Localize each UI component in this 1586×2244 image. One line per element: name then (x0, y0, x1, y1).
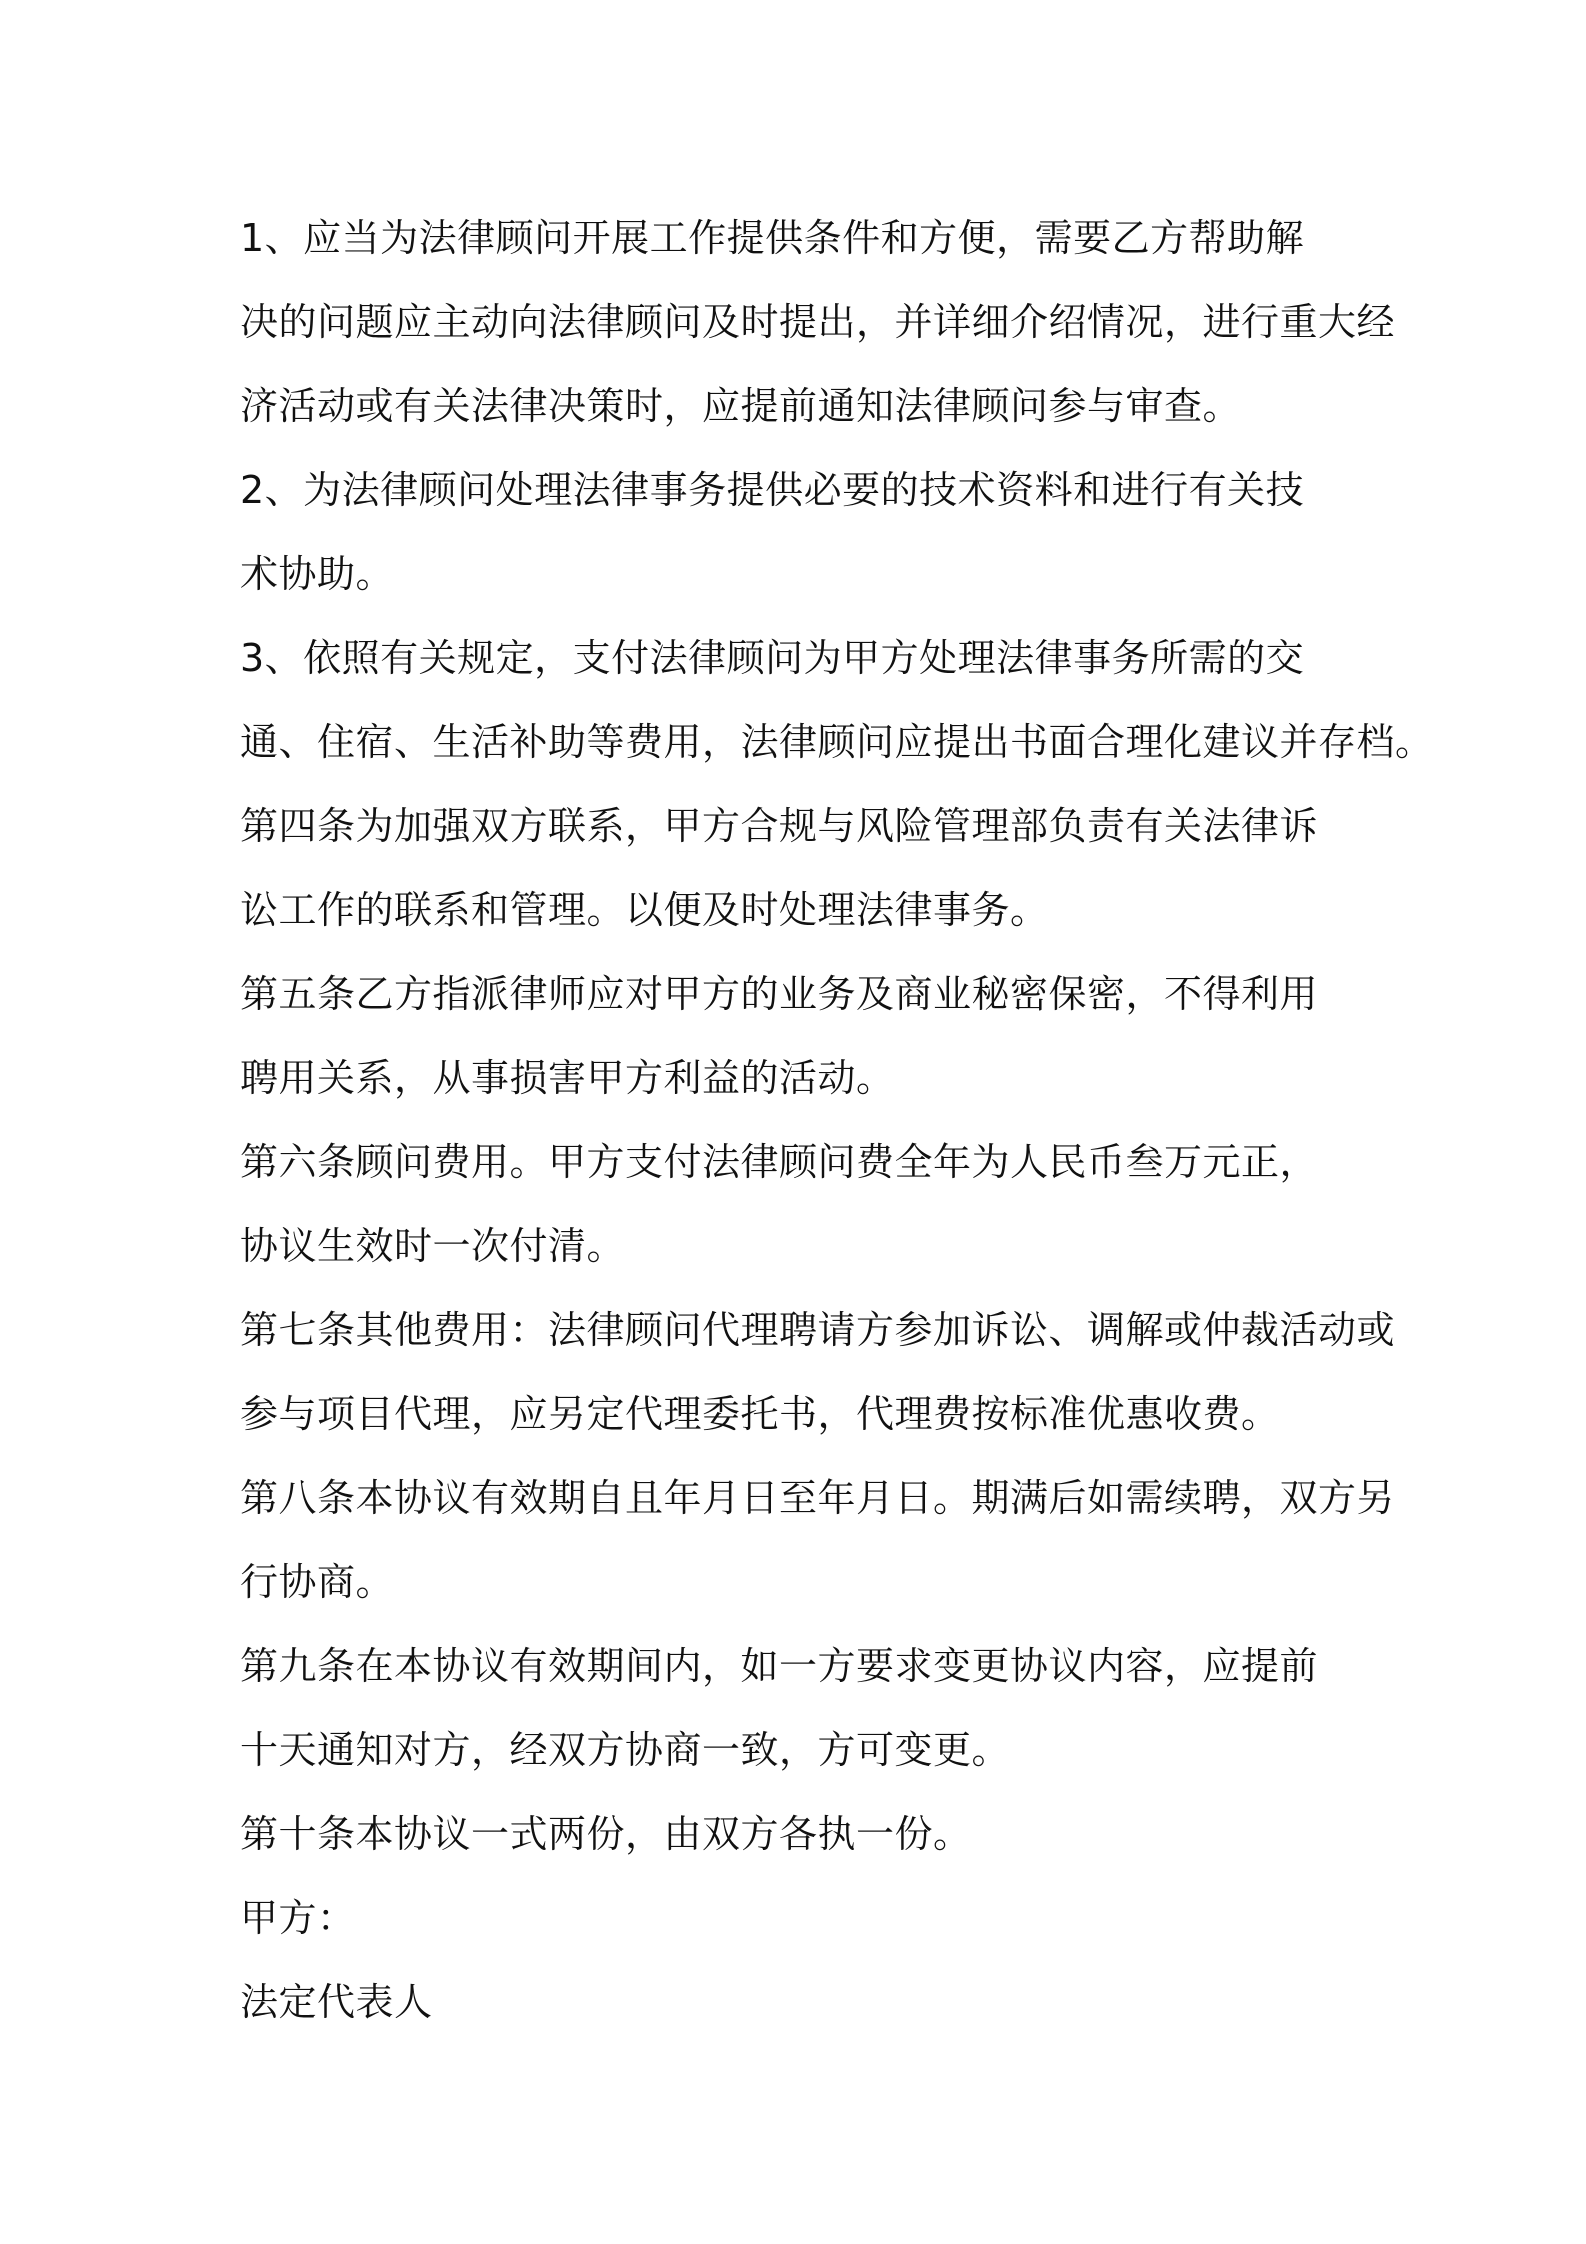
text-line: 第十条本协议一式两份，由双方各执一份。 (240, 1812, 972, 1856)
document-body (240, 196, 1440, 2044)
text-line: 1、应当为法律顾问开展工作提供条件和方便，需要乙方帮助解 (240, 216, 1305, 260)
text-line: 2、为法律顾问处理法律事务提供必要的技术资料和进行有关技 (240, 468, 1305, 512)
text-line: 讼工作的联系和管理。以便及时处理法律事务。 (240, 888, 1049, 932)
text-line: 协议生效时一次付清。 (240, 1224, 626, 1268)
text-line: 聘用关系，从事损害甲方利益的活动。 (240, 1056, 895, 1100)
text-line: 第五条乙方指派律师应对甲方的业务及商业秘密保密，不得利用 (240, 972, 1319, 1016)
text-line: 通、住宿、生活补助等费用，法律顾问应提出书面合理化建议并存档。 (240, 720, 1434, 764)
text-line: 第九条在本协议有效期间内，如一方要求变更协议内容，应提前 (240, 1644, 1319, 1688)
text-line: 第四条为加强双方联系，甲方合规与风险管理部负责有关法律诉 (240, 804, 1319, 848)
text-line: 术协助。 (240, 552, 395, 596)
text-line: 济活动或有关法律决策时，应提前通知法律顾问参与审查。 (240, 384, 1242, 428)
text-line: 十天通知对方，经双方协商一致，方可变更。 (240, 1728, 1011, 1772)
text-line: 第八条本协议有效期自且年月日至年月日。期满后如需续聘，双方另 (240, 1476, 1396, 1520)
text-line: 参与项目代理，应另定代理委托书，代理费按标准优惠收费。 (240, 1392, 1280, 1436)
text-line: 法定代表人 (240, 1980, 433, 2024)
text-line: 甲方： (240, 1896, 356, 1940)
text-line: 第六条顾问费用。甲方支付法律顾问费全年为人民币叁万元正， (240, 1140, 1319, 1184)
text-line: 第七条其他费用：法律顾问代理聘请方参加诉讼、调解或仲裁活动或 (240, 1308, 1396, 1352)
text-line: 3、依照有关规定，支付法律顾问为甲方处理法律事务所需的交 (240, 636, 1305, 680)
text-line: 决的问题应主动向法律顾问及时提出，并详细介绍情况，进行重大经 (240, 300, 1396, 344)
text-line: 行协商。 (240, 1560, 395, 1604)
